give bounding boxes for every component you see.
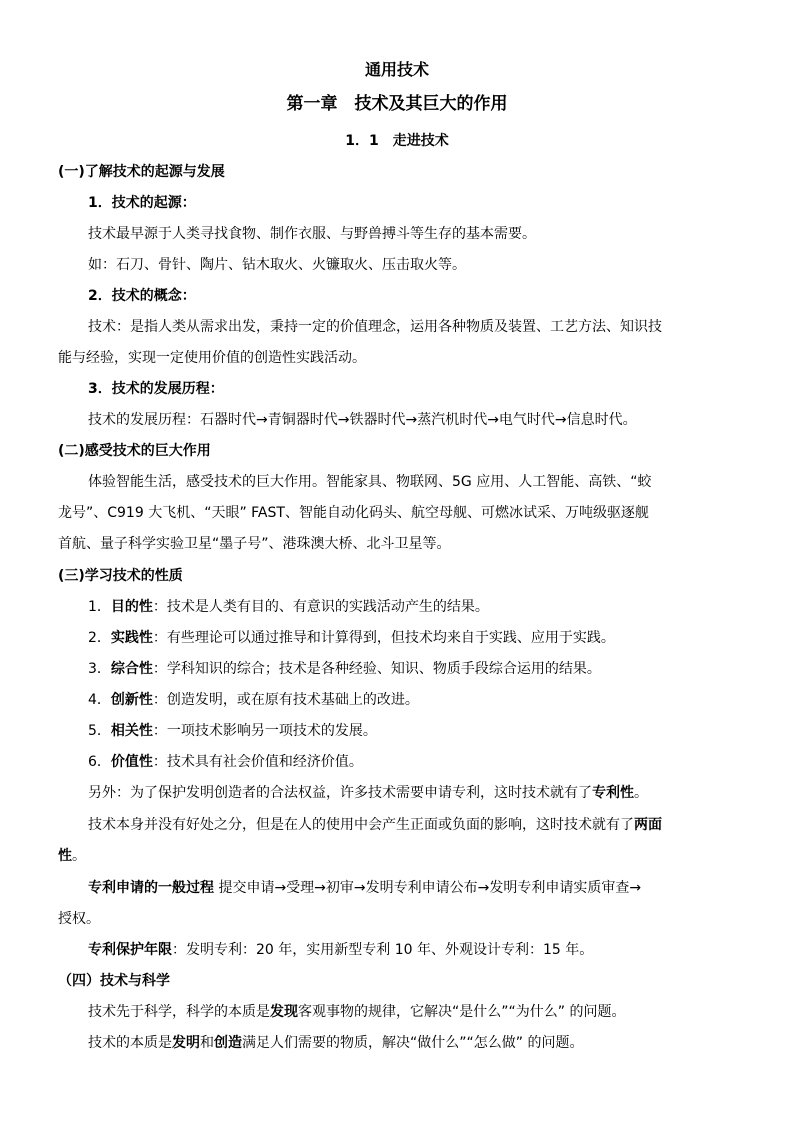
property-item [88, 628, 778, 648]
property-text: ：技术是人类有目的、有意识的实践活动产生的结果。 [152, 599, 489, 615]
dual-end: 。 [72, 848, 86, 864]
part4-heading: （四）技术与科学 [58, 973, 170, 989]
property-term: 相关性 [110, 723, 153, 739]
doc-title: 通用技术 [364, 60, 429, 79]
concept-line-2: 能与经验，实现一定使用价值的创造性实践活动。 [58, 350, 366, 366]
property-text: ：有些理论可以通过推导和计算得到，但技术均来自于实践、应用于实践。 [152, 630, 615, 646]
property-num: 5． [88, 723, 111, 739]
origin-heading: 1．技术的起源： [88, 195, 196, 211]
concept-heading: 2．技术的概念： [88, 288, 196, 304]
tech-post: 满足人们需要的物质，解决“做什么”“怎么做” 的问题。 [242, 1035, 584, 1051]
property-term: 创新性 [110, 692, 153, 708]
patent-term-line [88, 940, 778, 960]
patent-paragraph [88, 783, 778, 803]
patent-term: 专利性 [592, 785, 634, 801]
tech-pre: 技术的本质是 [88, 1035, 172, 1051]
dual-term-a: 两面 [634, 817, 662, 833]
origin-example: 如：石刀、骨针、陶片、钻木取火、火镰取火、压击取火等。 [88, 257, 466, 273]
process-line-1 [88, 878, 778, 898]
history-heading: 3．技术的发展历程： [88, 381, 224, 397]
sci-term: 发现 [270, 1004, 298, 1020]
property-text: ：一项技术影响另一项技术的发展。 [152, 723, 377, 739]
process-text: 提交申请→受理→初审→发明专利申请公布→发明专利申请实质审查→ [214, 880, 642, 896]
property-item [88, 597, 778, 617]
dual-paragraph-line-1 [88, 815, 778, 835]
property-item [88, 659, 778, 679]
dual-pre: 技术本身并没有好处之分，但是在人的使用中会产生正面或负面的影响，这时技术就有了 [88, 817, 634, 833]
part1-heading: (一)了解技术的起源与发展 [58, 164, 225, 180]
property-text: ：学科知识的综合；技术是各种经验、知识、物质手段综合运用的结果。 [152, 661, 601, 677]
property-item [88, 690, 778, 710]
tech-term-2: 创造 [214, 1035, 242, 1051]
property-term: 实践性 [110, 630, 153, 646]
section-title: 1．1 走进技术 [345, 133, 449, 149]
property-num: 3． [88, 661, 111, 677]
process-term: 专利申请的一般过程 [88, 880, 214, 896]
part3-heading: (三)学习技术的性质 [58, 568, 183, 584]
part2-heading: (二)感受技术的巨大作用 [58, 443, 211, 459]
concept-line-1: 技术：是指人类从需求出发，秉持一定的价值理念，运用各种物质及装置、工艺方法、知识技 [88, 319, 662, 335]
property-text: ：技术具有社会价值和经济价值。 [152, 754, 363, 770]
origin-text: 技术最早源于人类寻找食物、制作衣服、与野兽搏斗等生存的基本需要。 [88, 226, 536, 242]
property-num: 1． [88, 599, 111, 615]
part2-line-3: 首航、量子科学实验卫星“墨子号”、港珠澳大桥、北斗卫星等。 [58, 536, 451, 552]
history-text: 技术的发展历程：石器时代→青铜器时代→铁器时代→蒸汽机时代→电气时代→信息时代。 [88, 412, 637, 428]
property-item [88, 721, 778, 741]
sci-post: 客观事物的规律，它解决“是什么”“为什么” 的问题。 [298, 1004, 626, 1020]
patent-pre: 另外：为了保护发明创造者的合法权益，许多技术需要申请专利，这时技术就有了 [88, 785, 592, 801]
property-term: 目的性 [110, 599, 153, 615]
property-term: 综合性 [110, 661, 153, 677]
sci-pre: 技术先于科学，科学的本质是 [88, 1004, 270, 1020]
science-line [88, 1002, 778, 1022]
property-num: 2． [88, 630, 111, 646]
process-line-2: 授权。 [58, 911, 100, 927]
tech-and: 和 [200, 1035, 214, 1051]
term-text: ：发明专利：20 年，实用新型专利 10 年、外观设计专利：15 年。 [172, 942, 594, 958]
part2-line-1: 体验智能生活，感受技术的巨大作用。智能家具、物联网、5G 应用、人工智能、高铁、“蛟 [88, 474, 652, 490]
technology-line [88, 1033, 778, 1053]
property-num: 4． [88, 692, 111, 708]
tech-term-1: 发明 [172, 1035, 200, 1051]
part2-line-2: 龙号”、C919 大飞机、“天眼” FAST、智能自动化码头、航空母舰、可燃冰试采、万吨级驱逐舰 [58, 505, 649, 521]
property-text: ：创造发明，或在原有技术基础上的改进。 [152, 692, 419, 708]
dual-term-b: 性 [58, 848, 72, 864]
dual-paragraph-line-2 [58, 846, 748, 866]
chapter-title: 第一章 技术及其巨大的作用 [286, 94, 508, 114]
property-term: 价值性 [110, 754, 153, 770]
property-item [88, 752, 778, 772]
term-label: 专利保护年限 [88, 942, 172, 958]
patent-end: 。 [634, 785, 648, 801]
property-num: 6． [88, 754, 111, 770]
